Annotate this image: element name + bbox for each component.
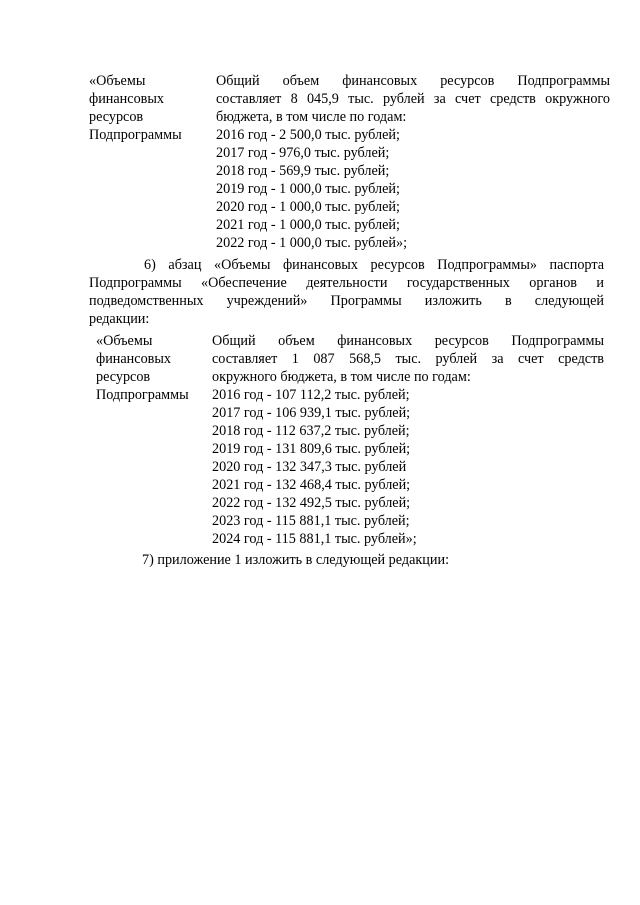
block2-year-line: 2022 год - 132 492,5 тыс. рублей;: [212, 495, 411, 511]
block1-year-line: 2022 год - 1 000,0 тыс. рублей»;: [216, 235, 408, 251]
block2-label-line: финансовых: [96, 351, 171, 367]
block1-text-line: бюджета, в том числе по годам:: [216, 109, 407, 125]
block2-text-line: составляет 1 087 568,5 тыс. рублей за счет средств: [212, 351, 604, 367]
paragraph7-line: 7) приложение 1 изложить в следующей редакции:: [142, 552, 450, 568]
block1-year-line: 2018 год - 569,9 тыс. рублей;: [216, 163, 390, 179]
block1-year-line: 2021 год - 1 000,0 тыс. рублей;: [216, 217, 400, 233]
block2-label-line: «Объемы: [96, 333, 153, 349]
block2-year-line: 2024 год - 115 881,1 тыс. рублей»;: [212, 531, 417, 547]
block2-text-line: окружного бюджета, в том числе по годам:: [212, 369, 471, 385]
block1-year-line: 2017 год - 976,0 тыс. рублей;: [216, 145, 390, 161]
block2-label-line: ресурсов: [96, 369, 151, 385]
block1-year-line: 2020 год - 1 000,0 тыс. рублей;: [216, 199, 400, 215]
block2-year-line: 2016 год - 107 112,2 тыс. рублей;: [212, 387, 410, 403]
block2-year-line: 2018 год - 112 637,2 тыс. рублей;: [212, 423, 410, 439]
block1-text-line: составляет 8 045,9 тыс. рублей за счет средств окружного: [216, 91, 610, 107]
block2-year-line: 2021 год - 132 468,4 тыс. рублей;: [212, 477, 411, 493]
block2-year-line: 2019 год - 131 809,6 тыс. рублей;: [212, 441, 411, 457]
paragraph6-line: подведомственных учреждений» Программы изложить в следующей: [89, 293, 604, 309]
block1-label-line: ресурсов: [89, 109, 144, 125]
block2-label-line: Подпрограммы: [96, 387, 189, 403]
block1-year-line: 2016 год - 2 500,0 тыс. рублей;: [216, 127, 400, 143]
block1-text-line: Общий объем финансовых ресурсов Подпрограммы: [216, 73, 610, 89]
block1-label-line: финансовых: [89, 91, 164, 107]
block2-year-line: 2023 год - 115 881,1 тыс. рублей;: [212, 513, 410, 529]
block2-year-line: 2020 год - 132 347,3 тыс. рублей: [212, 459, 407, 475]
block2-year-line: 2017 год - 106 939,1 тыс. рублей;: [212, 405, 411, 421]
block1-label-line: «Объемы: [89, 73, 146, 89]
block1-label-line: Подпрограммы: [89, 127, 182, 143]
block1-year-line: 2019 год - 1 000,0 тыс. рублей;: [216, 181, 400, 197]
paragraph6-line: Подпрограммы «Обеспечение деятельности государственных органов и: [89, 275, 604, 291]
block2-text-line: Общий объем финансовых ресурсов Подпрограммы: [212, 333, 604, 349]
paragraph6-line: 6) абзац «Объемы финансовых ресурсов Подпрограммы» паспорта: [144, 257, 604, 273]
paragraph6-line: редакции:: [89, 311, 150, 327]
